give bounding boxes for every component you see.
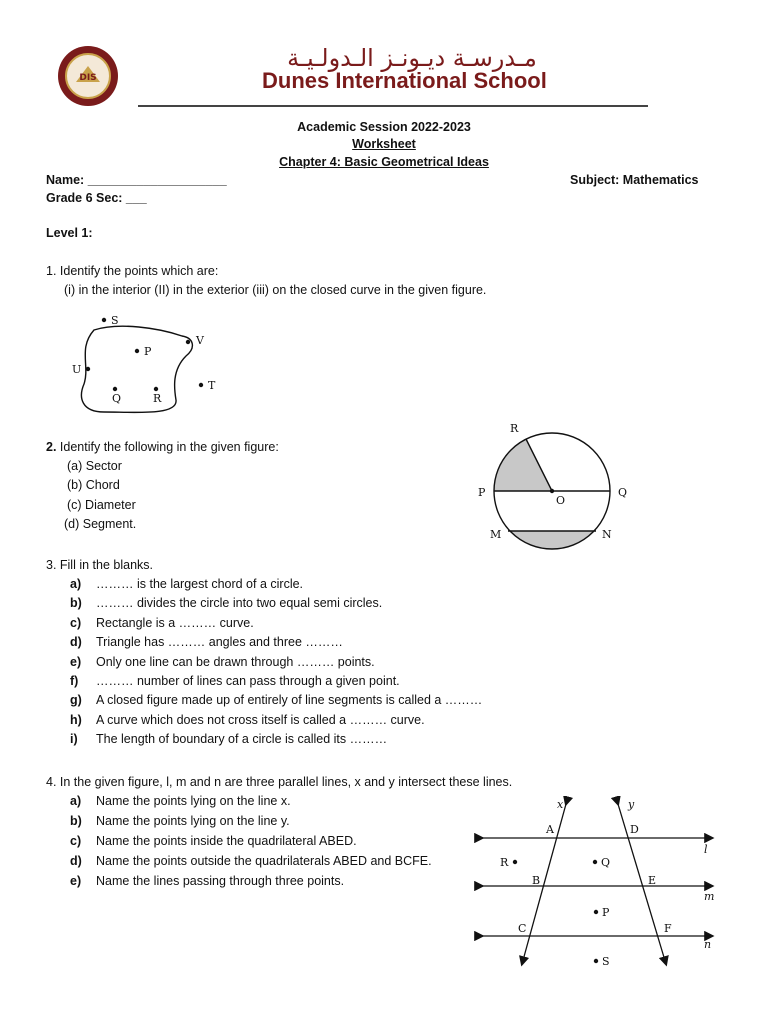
point-q [593,860,597,864]
q3-item-label: i) [70,732,78,747]
svg-text:Q: Q [601,856,611,869]
q4-item-text: Name the points lying on the line x. [96,794,291,808]
point-q [113,387,117,391]
q3-item-text: ……… number of lines can pass through a given point. [96,674,400,688]
q3-item [70,693,482,707]
svg-text:n: n [704,938,712,951]
point-p [135,349,139,353]
q4-item [70,794,291,808]
academic-session: Academic Session 2022-2023 [297,120,471,134]
school-name-arabic: مـدرسـة ديـونـز الـدولـيـة [287,44,537,72]
q3-item-label: h) [70,712,82,727]
svg-text:P: P [602,906,610,919]
svg-text:F: F [664,922,672,935]
logo-text: DIS [79,73,97,83]
q3-item-text: The length of boundary of a circle is called its ……… [96,732,388,747]
q2-item-chord: (b) Chord [67,478,120,492]
q3-item-label: a) [70,577,82,591]
q2-text [46,440,279,454]
q2-question: Identify the following in the given figure: [59,440,279,454]
svg-text:D: D [630,823,639,836]
svg-text:U: U [72,363,82,376]
circle-figure [470,420,640,555]
sector-shaded [494,439,552,491]
school-logo [56,44,120,108]
svg-text:C: C [518,922,527,935]
svg-text:Q: Q [618,486,628,499]
svg-text:R: R [500,856,509,869]
svg-text:N: N [602,528,612,541]
svg-text:R: R [510,422,519,435]
q3-item-label: b) [70,596,82,611]
q3-item-text: A curve which does not cross itself is called a ……… curve. [96,712,425,727]
segment-shaded [490,531,620,553]
q3-item [70,713,425,727]
q3-item-text: Only one line can be drawn through ……… points. [96,654,375,669]
svg-text:S: S [111,314,119,327]
point-r [513,860,517,864]
q4-text: 4. In the given figure, l, m and n are three parallel lines, x and y intersect these lines. [46,775,513,789]
point-t [199,383,203,387]
level-heading: Level 1: [46,226,93,240]
school-name: Dunes International School [262,68,547,93]
q3-item-label: f) [70,674,79,688]
q3-item [70,596,382,610]
point-v [186,340,190,344]
point-s [102,318,106,322]
q3-text: 3. Fill in the blanks. [46,558,153,572]
q3-item-text: Triangle has ……… angles and three ……… [96,635,343,650]
svg-text:x: x [557,798,564,811]
svg-text:M: M [490,528,502,541]
svg-text:P: P [478,486,486,499]
chapter-title: Chapter 4: Basic Geometrical Ideas [279,155,489,169]
header-divider [138,105,648,107]
point-s [594,959,598,963]
q3-item [70,577,303,591]
svg-text:Q: Q [112,392,122,405]
q4-item-text: Name the points lying on the line y. [96,814,290,828]
name-field [46,173,227,187]
q4-item-label: a) [70,794,82,808]
svg-text:B: B [532,874,541,887]
q2-item-sector: (a) Sector [67,459,122,473]
subject-label: Subject: Mathematics [570,173,699,187]
svg-text:O: O [556,494,566,507]
svg-text:P: P [144,345,152,358]
q3-item-label: c) [70,615,82,630]
q1-subtext: (i) in the interior (II) in the exterior (iii) on the closed curve in the given figure. [64,283,487,297]
svg-text:S: S [602,955,610,968]
line-x [522,804,566,964]
svg-text:y: y [628,798,635,811]
svg-text:E: E [648,874,657,887]
closed-curve [81,326,192,412]
line-y [618,804,666,964]
q4-item-label: e) [70,874,82,888]
center-o [550,489,554,493]
q3-item-label: e) [70,654,82,669]
q3-item [70,616,254,630]
q3-item-text: ……… divides the circle into two equal semi circles. [96,596,383,611]
closed-curve-figure [64,308,244,423]
point-u [86,367,90,371]
parallel-lines-figure [472,796,722,974]
q2-item-segment: (d) Segment. [64,517,137,531]
name-label: Name: [46,173,85,187]
q3-item [70,674,400,688]
q3-item-label: d) [70,635,82,650]
q3-item-text: ……… is the largest chord of a circle. [96,577,304,591]
point-r [154,387,158,391]
name-blank: ____________________ [87,173,227,187]
q4-item [70,834,357,848]
q3-item [70,635,343,649]
svg-text:m: m [704,890,715,903]
q1-text: 1. Identify the points which are: [46,264,219,278]
svg-text:l: l [704,843,708,856]
q4-item [70,874,344,888]
grade-field: Grade 6 Sec: ___ [46,191,147,205]
q2-item-diameter: (c) Diameter [67,498,136,512]
q4-item-label: b) [70,814,82,828]
point-p [594,910,598,914]
svg-text:R: R [153,392,162,405]
svg-text:T: T [208,379,216,392]
q4-item-text: Name the lines passing through three points. [96,874,345,888]
svg-text:V: V [196,334,204,347]
q4-item [70,854,432,868]
worksheet-title: Worksheet [352,137,416,151]
q3-item-text: Rectangle is a ……… curve. [96,615,254,630]
q3-item [70,732,387,746]
q4-item-text: Name the points outside the quadrilaterals ABED and BCFE. [96,854,432,868]
q4-item-text: Name the points inside the quadrilateral ABED. [96,834,357,848]
q3-item-text: A closed figure made up of entirely of line segments is called a ……… [96,693,483,708]
q4-item [70,814,290,828]
q3-item-label: g) [70,693,82,708]
q4-item-label: d) [70,854,82,868]
svg-text:A: A [546,823,554,836]
q4-item-label: c) [70,834,82,848]
q2-number: 2. [46,440,57,454]
q3-item [70,655,375,669]
